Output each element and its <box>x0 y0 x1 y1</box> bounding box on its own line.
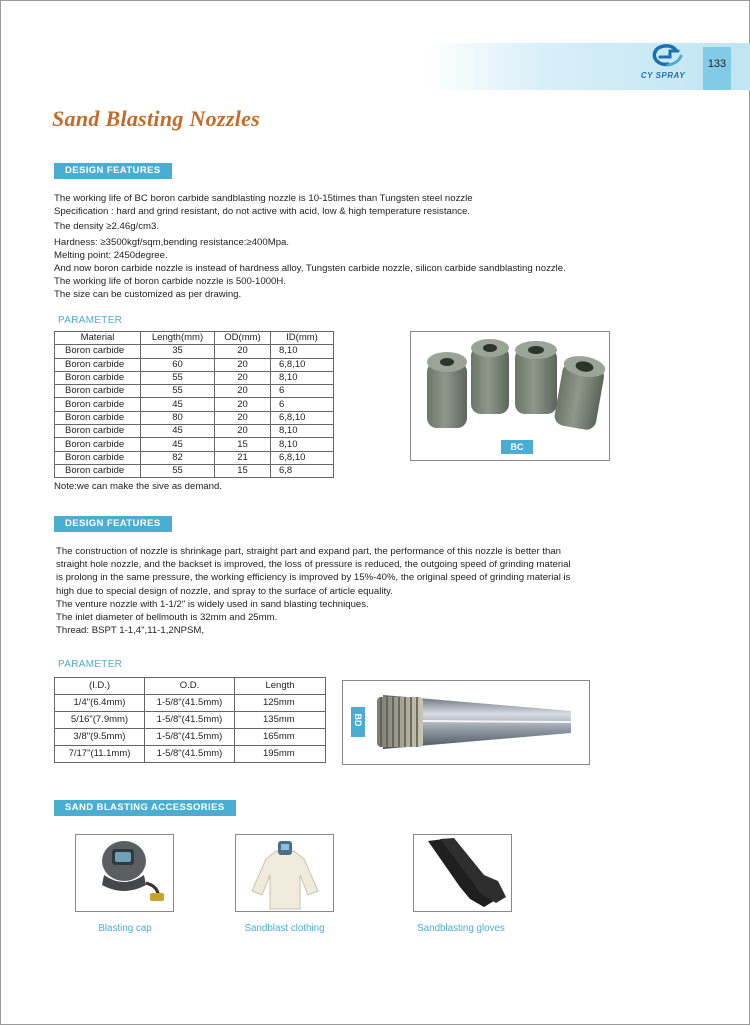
table-cell: 35 <box>141 345 215 358</box>
section2-parameter-table <box>54 677 326 763</box>
table-header: O.D. <box>145 678 235 695</box>
table-row <box>55 371 334 384</box>
table-header: Length <box>235 678 326 695</box>
table-cell: 20 <box>215 411 271 424</box>
table-cell: 15 <box>215 464 271 477</box>
table-cell: Boron carbide <box>55 411 141 424</box>
table-cell: 135mm <box>235 712 326 729</box>
sandblasting-gloves-photo <box>413 834 512 912</box>
table-header: OD(mm) <box>215 332 271 345</box>
table-cell: 15 <box>215 438 271 451</box>
section2-line: The construction of nozzle is shrinkage part, straight part and expand part, the performance of this nozzle is better than <box>56 546 562 557</box>
table-cell: 55 <box>141 385 215 398</box>
table-cell: 21 <box>215 451 271 464</box>
table-cell: Boron carbide <box>55 385 141 398</box>
section2-text <box>56 545 571 637</box>
section1-parameter-table <box>54 331 334 478</box>
table-row <box>55 712 326 729</box>
table-cell: 6,8,10 <box>271 358 334 371</box>
page-number: 133 <box>707 58 727 70</box>
blasting-cap-label: Blasting cap <box>98 923 152 934</box>
section2-line: straight hole nozzle, and the backset is improved, the loss of pressure is reduced, the outgoing speed of grinding material <box>56 559 571 571</box>
table-cell: 3/8"(9.5mm) <box>55 729 145 746</box>
bc-nozzle-photo <box>410 331 610 461</box>
table-row <box>55 411 334 424</box>
table-cell: Boron carbide <box>55 438 141 451</box>
brand-name: CY SPRAY <box>640 71 686 80</box>
blasting-cap-image-icon <box>76 835 173 911</box>
section1-text <box>54 192 566 302</box>
table-cell: 1/4"(6.4mm) <box>55 695 145 712</box>
section2-tag: DESIGN FEATURES <box>54 516 172 532</box>
section1-tag: DESIGN FEATURES <box>54 163 172 179</box>
section2-line: high due to special design of nozzle, and spray to the surface of article equality. <box>56 585 393 597</box>
bd-badge <box>351 707 365 737</box>
table-cell: 8,10 <box>271 438 334 451</box>
section1-line: And now boron carbide nozzle is instead of hardness alloy, Tungsten carbide nozzle, silicon carbide sandblasting nozzle. <box>54 263 566 275</box>
sandblasting-gloves-image-icon <box>414 835 511 911</box>
table-cell: 6,8,10 <box>271 451 334 464</box>
table-cell: 8,10 <box>271 425 334 438</box>
table-cell: 5/16"(7.9mm) <box>55 712 145 729</box>
table-row <box>55 464 334 477</box>
page-title: Sand Blasting Nozzles <box>52 106 261 131</box>
bc-badge: BC <box>501 440 533 454</box>
table-cell: 7/17"(11.1mm) <box>55 746 145 763</box>
table-cell: 20 <box>215 371 271 384</box>
table-cell: Boron carbide <box>55 425 141 438</box>
table-cell: Boron carbide <box>55 464 141 477</box>
table-cell: 20 <box>215 358 271 371</box>
table-cell: Boron carbide <box>55 451 141 464</box>
table-cell: 60 <box>141 358 215 371</box>
sandblast-clothing-image-icon <box>236 835 333 911</box>
table-cell: Boron carbide <box>55 345 141 358</box>
table-cell: 6 <box>271 398 334 411</box>
table-row <box>55 398 334 411</box>
table-cell: 8,10 <box>271 345 334 358</box>
section1-line: The density ≥2.46g/cm3. <box>54 221 159 233</box>
section2-line: The inlet diameter of bellmouth is 32mm and 25mm. <box>56 612 278 624</box>
section1-line: The working life of boron carbide nozzle is 500-1000H. <box>54 276 286 288</box>
section1-note: Note:we can make the sive as demand. <box>54 481 222 492</box>
table-cell: 6,8,10 <box>271 411 334 424</box>
bd-nozzle-photo <box>342 680 590 765</box>
section1-line: Hardness: ≥3500kgf/sqm,bending resistance:≥400Mpa. <box>54 236 290 248</box>
table-cell: 45 <box>141 398 215 411</box>
cy-spray-logo-icon <box>648 44 684 70</box>
table-cell: 20 <box>215 345 271 358</box>
section1-line: The size can be customized as per drawing. <box>54 289 242 301</box>
table-cell: 6,8 <box>271 464 334 477</box>
section2-line: is prolong in the same pressure, the working efficiency is improved by 15%-40%, the original speed of grinding material is <box>56 572 571 584</box>
table-cell: 45 <box>141 438 215 451</box>
table-row <box>55 746 326 763</box>
table-cell: 55 <box>141 371 215 384</box>
table-cell: 1-5/8"(41.5mm) <box>145 712 235 729</box>
table-row <box>55 425 334 438</box>
table-cell: 20 <box>215 385 271 398</box>
section2-line: The venture nozzle with 1-1/2" is widely used in sand blasting techniques. <box>56 598 369 610</box>
table-row <box>55 729 326 746</box>
table-header: ID(mm) <box>271 332 334 345</box>
table-cell: 1-5/8"(41.5mm) <box>145 695 235 712</box>
sandblast-clothing-photo <box>235 834 334 912</box>
table-cell: 1-5/8"(41.5mm) <box>145 746 235 763</box>
header-band <box>428 43 750 90</box>
table-cell: 20 <box>215 425 271 438</box>
table-cell: 8,10 <box>271 371 334 384</box>
table-row <box>55 438 334 451</box>
table-cell: 82 <box>141 451 215 464</box>
section1-line: Specification : hard and grind resistant, do not active with acid, low & high temperature resistance. <box>54 206 470 218</box>
table-cell: 125mm <box>235 695 326 712</box>
section1-line: The working life of BC boron carbide sandblasting nozzle is 10-15times than Tungsten steel nozzle <box>54 193 473 204</box>
table-row <box>55 385 334 398</box>
table-header: Length(mm) <box>141 332 215 345</box>
table-cell: 1-5/8"(41.5mm) <box>145 729 235 746</box>
table-cell: 6 <box>271 385 334 398</box>
table-cell: 20 <box>215 398 271 411</box>
table-cell: 55 <box>141 464 215 477</box>
table-cell: 80 <box>141 411 215 424</box>
table-row <box>55 358 334 371</box>
table-header: (I.D.) <box>55 678 145 695</box>
section2-parameter-label: PARAMETER <box>58 659 123 670</box>
table-row <box>55 345 334 358</box>
section1-line: Melting point: 2450degree. <box>54 249 168 261</box>
table-row <box>55 451 334 464</box>
table-cell: Boron carbide <box>55 398 141 411</box>
section1-parameter-label: PARAMETER <box>58 315 123 326</box>
sandblasting-gloves-label: Sandblasting gloves <box>417 923 505 934</box>
table-cell: 45 <box>141 425 215 438</box>
section2-line: Thread: BSPT 1-1,4",11-1,2NPSM, <box>56 625 205 637</box>
table-cell: Boron carbide <box>55 358 141 371</box>
accessories-tag: SAND BLASTING ACCESSORIES <box>54 800 236 816</box>
table-cell: Boron carbide <box>55 371 141 384</box>
sandblast-clothing-label: Sandblast clothing <box>244 923 325 934</box>
table-cell: 165mm <box>235 729 326 746</box>
table-row <box>55 695 326 712</box>
bd-venturi-nozzle-image-icon <box>343 681 589 764</box>
blasting-cap-photo <box>75 834 174 912</box>
table-cell: 195mm <box>235 746 326 763</box>
table-header: Material <box>55 332 141 345</box>
bd-badge-text: BD <box>353 713 363 727</box>
